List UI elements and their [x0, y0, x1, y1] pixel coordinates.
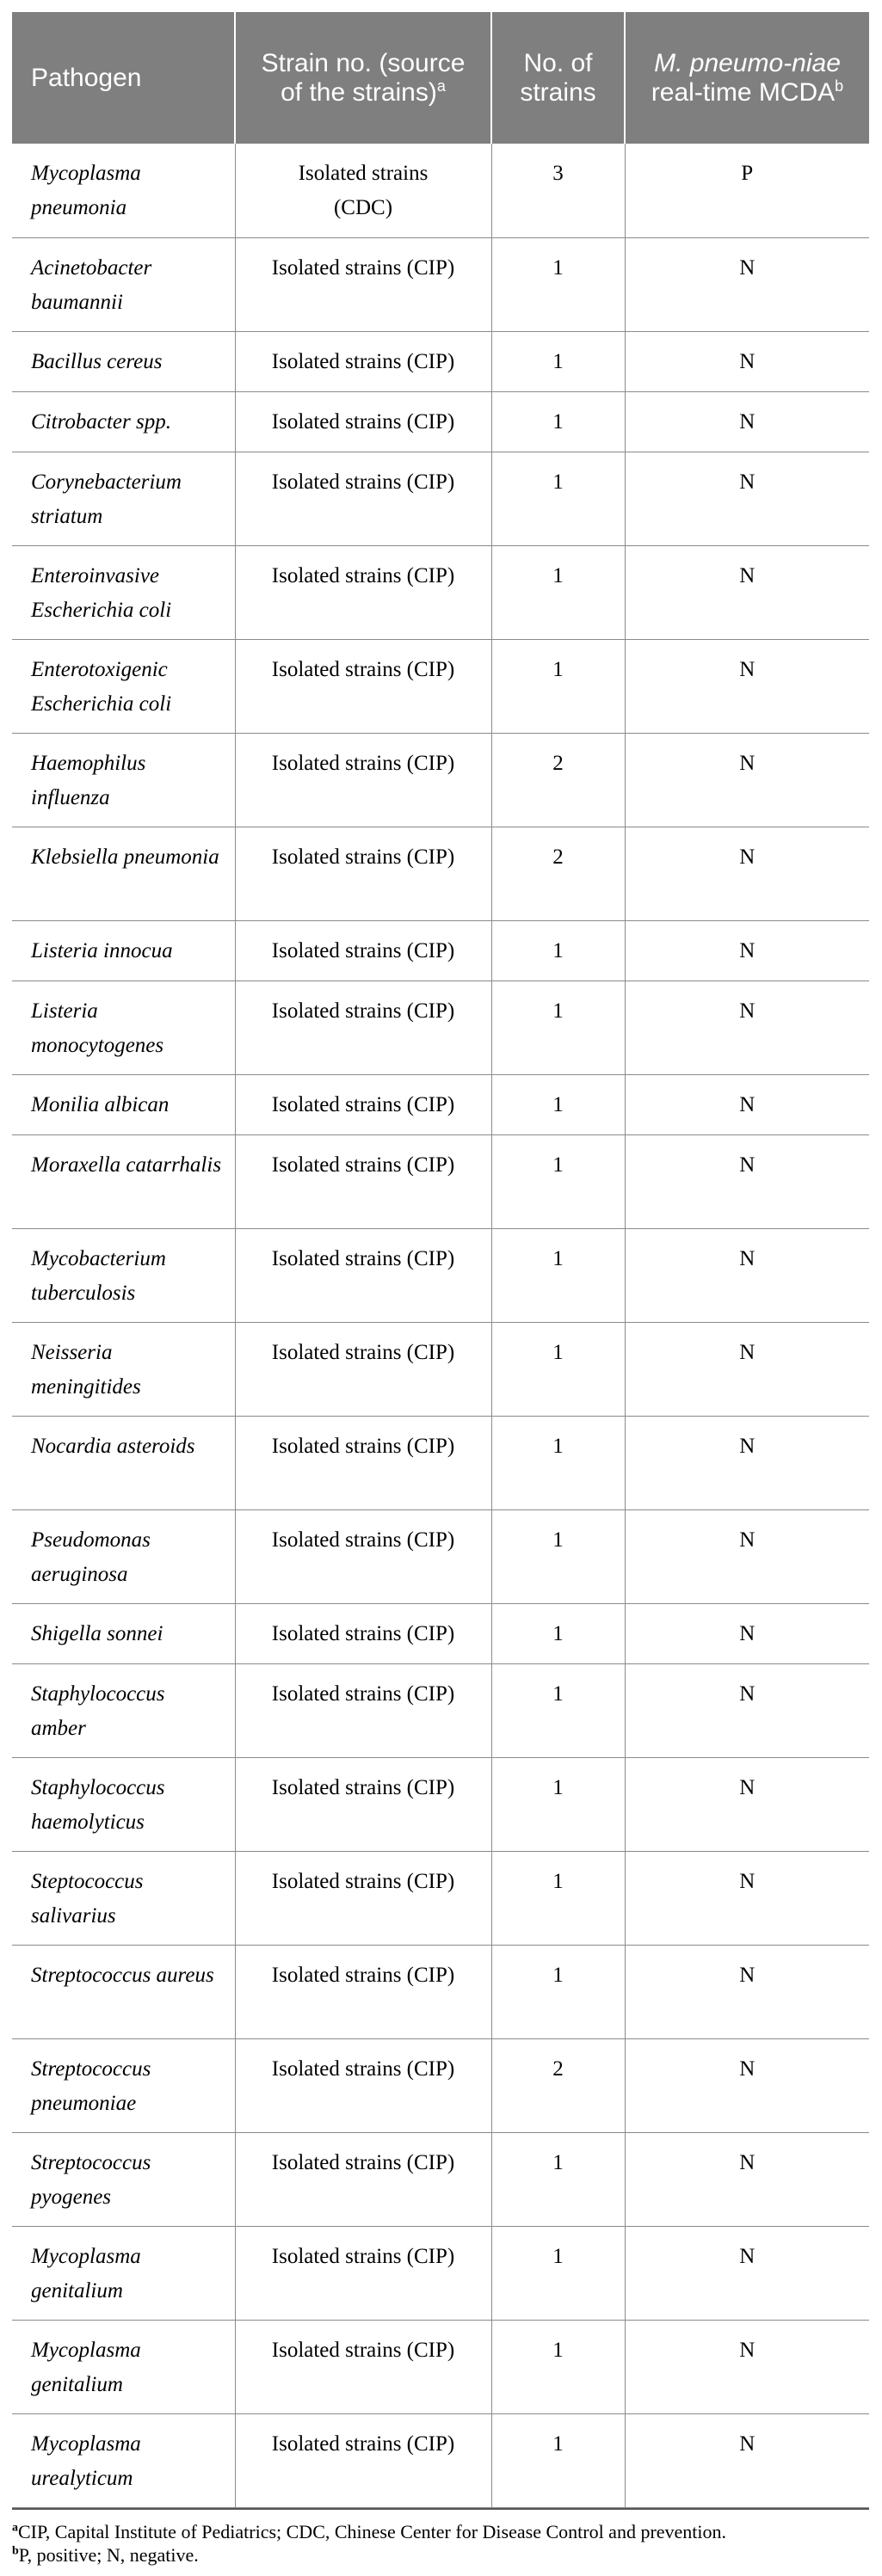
mcda-result-cell: N	[625, 2132, 869, 2226]
pathogen-cell: Enterotoxigenic Escherichia coli	[12, 639, 235, 733]
table-footnotes	[12, 2520, 873, 2567]
strain-count-cell: 1	[491, 1603, 625, 1663]
mcda-result-cell: N	[625, 545, 869, 639]
header-mcda-label: real-time MCDA	[651, 77, 836, 107]
table-row	[12, 2226, 869, 2320]
strain-count-cell: 1	[491, 2413, 625, 2507]
table-row	[12, 1663, 869, 1757]
pathogen-cell: Mycoplasma pneumonia	[12, 144, 235, 237]
table-row	[12, 1603, 869, 1663]
mcda-result-cell: N	[625, 452, 869, 545]
footnote-b	[12, 2543, 873, 2567]
mcda-result-cell: N	[625, 1416, 869, 1509]
strain-source-cell: Isolated strains (CIP)	[235, 733, 491, 827]
mcda-result-cell: N	[625, 1134, 869, 1228]
strain-count-cell: 1	[491, 1945, 625, 2038]
table-row	[12, 1945, 869, 2038]
mcda-result-cell: N	[625, 1663, 869, 1757]
strain-source-cell: Isolated strains (CIP)	[235, 1322, 491, 1416]
strain-count-cell: 1	[491, 237, 625, 331]
table-bottom-rule	[12, 2508, 869, 2510]
table-row	[12, 827, 869, 920]
strain-count-cell: 1	[491, 1416, 625, 1509]
pathogen-cell: Citrobacter spp.	[12, 391, 235, 452]
table-row	[12, 920, 869, 981]
footnote-a-text: CIP, Capital Institute of Pediatrics; CDC, Chinese Center for Disease Control and prevention.	[18, 2521, 727, 2542]
mcda-result-cell: N	[625, 639, 869, 733]
footnote-b-mark: b	[12, 2544, 19, 2558]
mcda-result-cell: N	[625, 827, 869, 920]
table-row	[12, 331, 869, 391]
strain-source-cell: Isolated strains (CIP)	[235, 2413, 491, 2507]
table-row	[12, 1757, 869, 1851]
pathogen-cell: Shigella sonnei	[12, 1603, 235, 1663]
header-number-of-strains-label: No. of strains	[520, 48, 596, 107]
header-strain-no-label: Strain no. (source of the strains)	[261, 48, 466, 107]
header-pathogen	[12, 12, 235, 144]
strain-source-cell: Isolated strains (CIP)	[235, 2132, 491, 2226]
pathogen-cell: Listeria innocua	[12, 920, 235, 981]
strain-count-cell: 1	[491, 331, 625, 391]
mcda-result-cell: N	[625, 733, 869, 827]
strain-count-cell: 2	[491, 733, 625, 827]
mcda-result-cell: N	[625, 1945, 869, 2038]
table-row	[12, 733, 869, 827]
pathogen-cell: Listeria monocytogenes	[12, 981, 235, 1074]
mcda-result-cell: N	[625, 1228, 869, 1322]
strain-count-cell: 2	[491, 2038, 625, 2132]
strain-source-cell: Isolated strains (CIP)	[235, 1945, 491, 2038]
strain-count-cell: 1	[491, 1322, 625, 1416]
pathogen-cell: Monilia albican	[12, 1074, 235, 1134]
pathogen-specificity-table	[12, 12, 869, 2508]
strain-count-cell: 1	[491, 981, 625, 1074]
strain-count-cell: 1	[491, 1757, 625, 1851]
table-row	[12, 452, 869, 545]
mcda-result-cell: P	[625, 144, 869, 237]
table-row	[12, 981, 869, 1074]
pathogen-cell: Acinetobacter baumannii	[12, 237, 235, 331]
mcda-result-cell: N	[625, 2320, 869, 2413]
strain-count-cell: 1	[491, 1074, 625, 1134]
footnote-a-mark: a	[12, 2521, 18, 2535]
pathogen-cell: Staphylococcus amber	[12, 1663, 235, 1757]
strain-source-cell: Isolated strains (CIP)	[235, 827, 491, 920]
pathogen-cell: Klebsiella pneumonia	[12, 827, 235, 920]
mcda-result-cell: N	[625, 1757, 869, 1851]
strain-count-cell: 1	[491, 1228, 625, 1322]
footnote-b-text: P, positive; N, negative.	[18, 2544, 199, 2566]
pathogen-cell: Staphylococcus haemolyticus	[12, 1757, 235, 1851]
strain-source-cell: Isolated strains (CIP)	[235, 391, 491, 452]
mcda-result-cell: N	[625, 391, 869, 452]
strain-source-cell: Isolated strains (CIP)	[235, 237, 491, 331]
table-row	[12, 144, 869, 237]
header-mcda-species: M. pneumo-niae	[654, 48, 841, 77]
table-body	[12, 144, 869, 2507]
strain-source-cell: Isolated strains (CIP)	[235, 2226, 491, 2320]
pathogen-cell: Streptococcus aureus	[12, 1945, 235, 2038]
header-mcda-footnote-mark: b	[835, 77, 844, 95]
strain-count-cell: 1	[491, 391, 625, 452]
strain-count-cell: 1	[491, 545, 625, 639]
strain-count-cell: 1	[491, 1663, 625, 1757]
strain-count-cell: 1	[491, 452, 625, 545]
pathogen-cell: Enteroinvasive Escherichia coli	[12, 545, 235, 639]
pathogen-cell: Corynebacterium striatum	[12, 452, 235, 545]
pathogen-cell: Mycobacterium tuberculosis	[12, 1228, 235, 1322]
mcda-result-cell: N	[625, 237, 869, 331]
pathogen-cell: Haemophilus influenza	[12, 733, 235, 827]
strain-source-cell: Isolated strains (CIP)	[235, 452, 491, 545]
table-row	[12, 2320, 869, 2413]
strain-count-cell: 2	[491, 827, 625, 920]
pathogen-cell: Streptococcus pyogenes	[12, 2132, 235, 2226]
mcda-result-cell: N	[625, 1509, 869, 1603]
strain-count-cell: 1	[491, 1134, 625, 1228]
mcda-result-cell: N	[625, 981, 869, 1074]
strain-count-cell: 1	[491, 2226, 625, 2320]
table-row	[12, 237, 869, 331]
pathogen-cell: Steptococcus salivarius	[12, 1851, 235, 1945]
strain-source-cell: Isolated strains (CIP)	[235, 1757, 491, 1851]
mcda-result-cell: N	[625, 920, 869, 981]
strain-source-cell: Isolated strains (CIP)	[235, 1663, 491, 1757]
table-row	[12, 1228, 869, 1322]
pathogen-cell: Pseudomonas aeruginosa	[12, 1509, 235, 1603]
header-pathogen-label: Pathogen	[31, 63, 142, 92]
strain-source-cell: Isolated strains (CIP)	[235, 920, 491, 981]
table-row	[12, 2413, 869, 2507]
table-row	[12, 2132, 869, 2226]
strain-source-cell: Isolated strains (CDC)	[235, 144, 491, 237]
strain-count-cell: 1	[491, 1509, 625, 1603]
strain-source-cell: Isolated strains (CIP)	[235, 981, 491, 1074]
pathogen-cell: Neisseria meningitides	[12, 1322, 235, 1416]
pathogen-cell: Streptococcus pneumoniae	[12, 2038, 235, 2132]
mcda-result-cell: N	[625, 1851, 869, 1945]
table-row	[12, 1074, 869, 1134]
header-mcda-result	[625, 12, 869, 144]
strain-source-cell: Isolated strains (CIP)	[235, 2038, 491, 2132]
table-row	[12, 1134, 869, 1228]
table-row	[12, 1416, 869, 1509]
strain-source-cell: Isolated strains (CIP)	[235, 2320, 491, 2413]
pathogen-cell: Bacillus cereus	[12, 331, 235, 391]
mcda-result-cell: N	[625, 2413, 869, 2507]
strain-source-cell: Isolated strains (CIP)	[235, 1074, 491, 1134]
strain-count-cell: 1	[491, 2132, 625, 2226]
strain-source-cell: Isolated strains (CIP)	[235, 1416, 491, 1509]
table-row	[12, 1851, 869, 1945]
pathogen-cell: Mycoplasma genitalium	[12, 2320, 235, 2413]
strain-source-cell: Isolated strains (CIP)	[235, 1603, 491, 1663]
strain-source-cell: Isolated strains (CIP)	[235, 1851, 491, 1945]
strain-count-cell: 1	[491, 920, 625, 981]
strain-source-cell: Isolated strains (CIP)	[235, 1228, 491, 1322]
table-row	[12, 639, 869, 733]
table-row	[12, 1322, 869, 1416]
table-row	[12, 545, 869, 639]
header-row	[12, 12, 869, 144]
strain-source-cell: Isolated strains (CIP)	[235, 639, 491, 733]
table-row	[12, 391, 869, 452]
strain-count-cell: 3	[491, 144, 625, 237]
strain-source-cell: Isolated strains (CIP)	[235, 1134, 491, 1228]
strain-source-cell: Isolated strains (CIP)	[235, 331, 491, 391]
pathogen-cell: Nocardia asteroids	[12, 1416, 235, 1509]
strain-count-cell: 1	[491, 639, 625, 733]
mcda-result-cell: N	[625, 331, 869, 391]
table-row	[12, 2038, 869, 2132]
mcda-result-cell: N	[625, 1074, 869, 1134]
mcda-result-cell: N	[625, 1603, 869, 1663]
pathogen-cell: Mycoplasma genitalium	[12, 2226, 235, 2320]
header-strain-no-footnote-mark: a	[436, 77, 446, 95]
mcda-result-cell: N	[625, 1322, 869, 1416]
mcda-result-cell: N	[625, 2038, 869, 2132]
pathogen-cell: Moraxella catarrhalis	[12, 1134, 235, 1228]
strain-count-cell: 1	[491, 2320, 625, 2413]
table-header	[12, 12, 869, 144]
pathogen-cell: Mycoplasma urealyticum	[12, 2413, 235, 2507]
strain-count-cell: 1	[491, 1851, 625, 1945]
strain-source-cell: Isolated strains (CIP)	[235, 545, 491, 639]
strain-source-cell: Isolated strains (CIP)	[235, 1509, 491, 1603]
pathogen-specificity-table-container	[12, 12, 869, 2510]
header-strain-no	[235, 12, 491, 144]
footnote-a	[12, 2520, 873, 2543]
table-row	[12, 1509, 869, 1603]
header-number-of-strains	[491, 12, 625, 144]
mcda-result-cell: N	[625, 2226, 869, 2320]
